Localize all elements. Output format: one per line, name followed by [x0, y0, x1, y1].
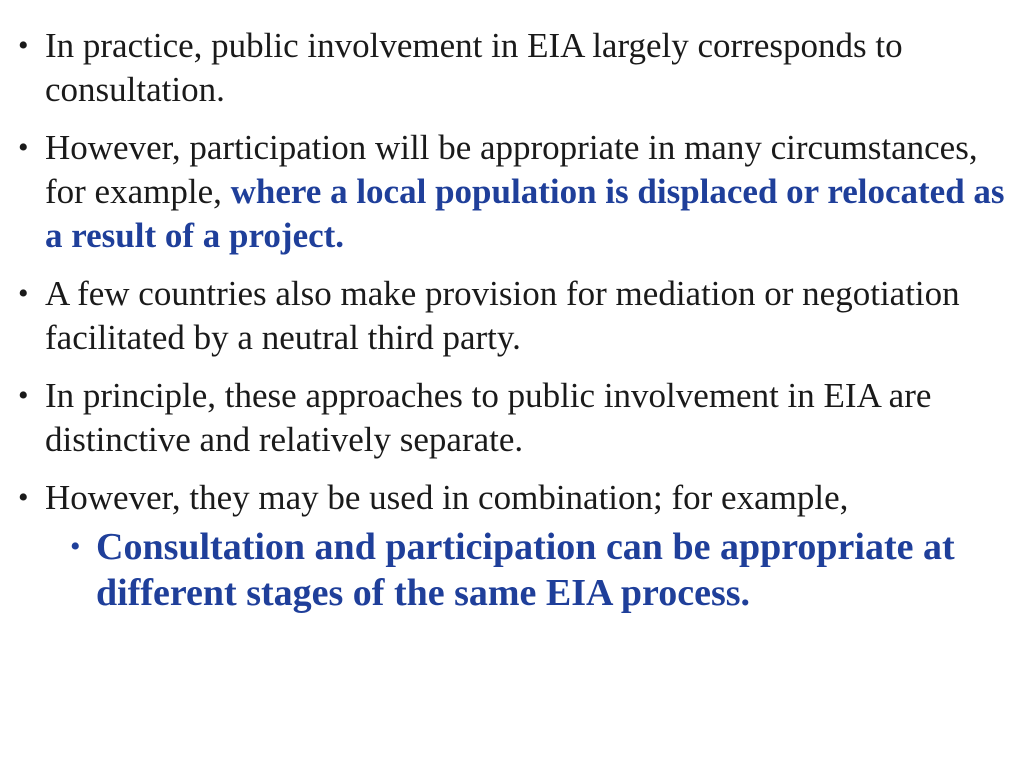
sub-bullet-text: Consultation and participation can be appropriate at different stages of the same EIA process. — [96, 526, 955, 614]
bullet-dot-icon: • — [18, 481, 29, 514]
bullet-text: A few countries also make provision for mediation or negotiation facilitated by a neutral third party. — [45, 274, 960, 357]
bullet-item — [18, 272, 1008, 360]
bullet-text: In principle, these approaches to public involvement in EIA are distinctive and relatively separate. — [45, 376, 932, 459]
bullet-item — [18, 24, 1008, 112]
bullet-list — [18, 24, 1008, 630]
bullet-dot-icon: • — [18, 131, 29, 164]
bullet-dot-icon: • — [18, 379, 29, 412]
bullet-text: In practice, public involvement in EIA largely corresponds to consultation. — [45, 26, 903, 109]
sub-bullet-item — [70, 524, 1008, 616]
bullet-dot-icon: • — [18, 29, 29, 62]
sub-bullet-list — [45, 524, 1008, 616]
bullet-item — [18, 476, 1008, 616]
bullet-dot-icon: • — [18, 277, 29, 310]
bullet-text: However, participation will be appropriate in many circumstances, for example, — [45, 128, 978, 211]
bullet-highlight-text: where a local population is displaced or relocated as a result of a project. — [45, 172, 1005, 255]
sub-bullet-dot-icon: • — [70, 530, 81, 563]
bullet-item — [18, 126, 1008, 258]
bullet-text: However, they may be used in combination; for example, — [45, 478, 849, 517]
bullet-item — [18, 374, 1008, 462]
